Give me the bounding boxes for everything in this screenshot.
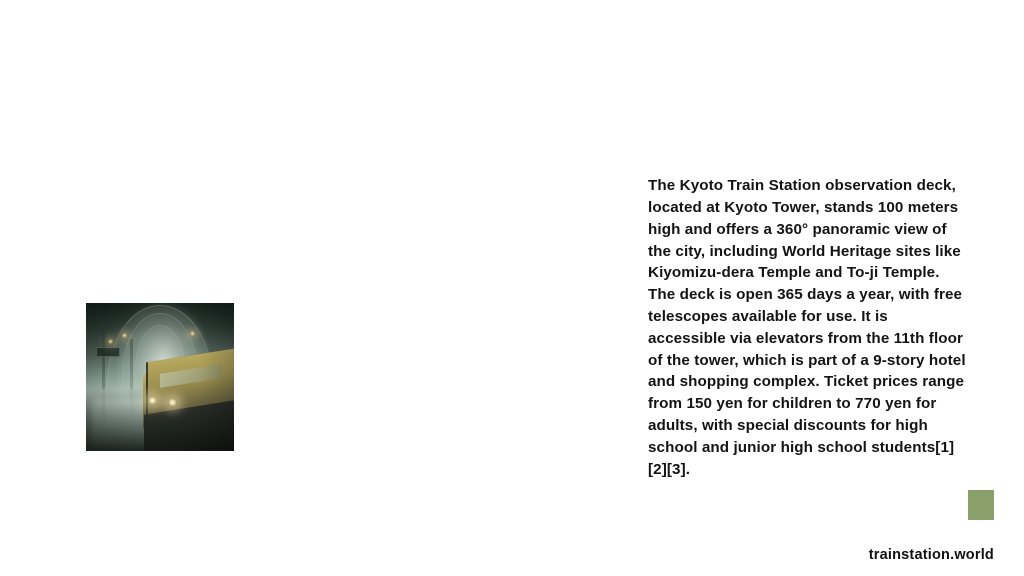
accent-swatch bbox=[968, 490, 994, 520]
footer-brand: trainstation.world bbox=[868, 547, 994, 563]
station-photo-canvas bbox=[86, 303, 234, 451]
photo-vignette bbox=[86, 303, 234, 451]
article-body: The Kyoto Train Station observation deck, located at Kyoto Tower, stands 100 meters high and offers a 360° panoramic view of the city, including World Heritage sites like Kiyomizu-dera Temple and To-ji Temple. The deck is open 365 days a year, with free telescopes available for use. It is accessible via elevators from the 11th floor of the tower, which is part of a 9-story hotel and shopping complex. Ticket prices range from 150 yen for children to 770 yen for adults, with special discounts for high school and junior high school students[1][2][3]. bbox=[648, 177, 966, 478]
station-photo bbox=[86, 303, 234, 451]
